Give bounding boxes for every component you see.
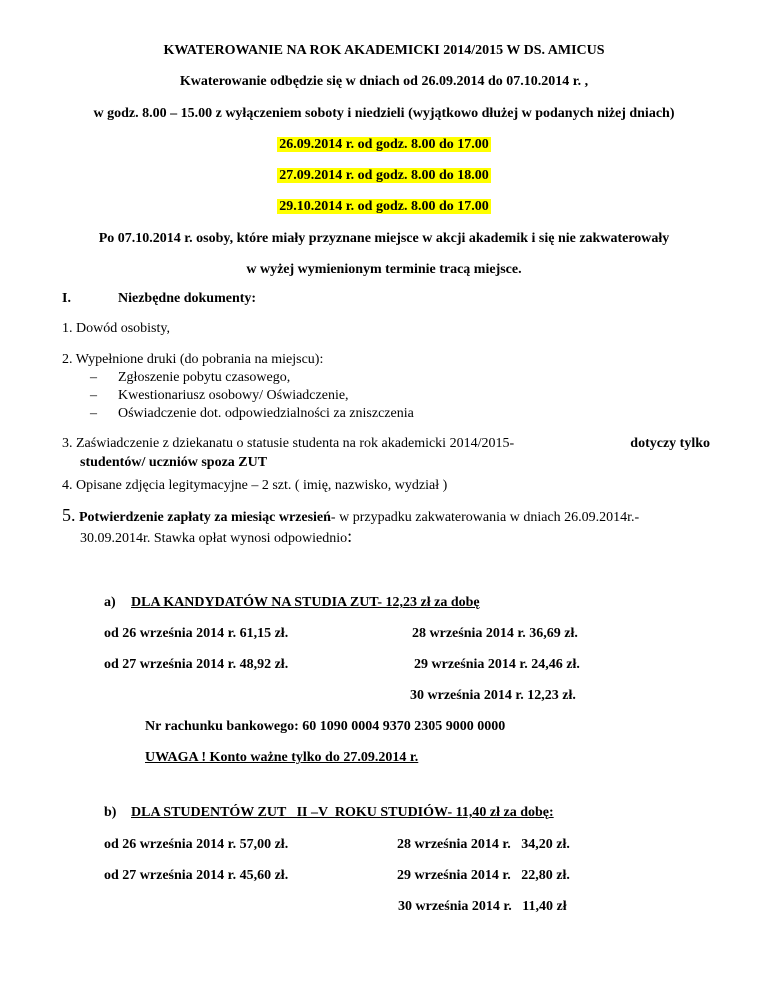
document-item-1: 1. Dowód osobisty, (62, 321, 170, 336)
document-item-3-line-2: studentów/ uczniów spoza ZUT (80, 455, 268, 470)
document-item-5-colon: : (347, 526, 353, 546)
section-b-label: b) (104, 805, 117, 820)
section-b-rate-left-2: od 27 września 2014 r. 45,60 zł. (104, 868, 289, 883)
account-warning: UWAGA ! Konto ważne tylko do 27.09.2014 r. (145, 750, 419, 765)
document-title: KWATEROWANIE NA ROK AKADEMICKI 2014/2015 W DS. AMICUS (163, 43, 605, 58)
highlighted-date-2 (0, 167, 768, 185)
document-item-5-emphasis: Potwierdzenie zapłaty za miesiąc wrzesień (79, 510, 331, 525)
highlighted-date-1 (0, 136, 768, 154)
section-heading: Niezbędne dokumenty: (118, 291, 257, 306)
list-item: – Kwestionariusz osobowy/ Oświadczenie, (90, 387, 414, 405)
notice-line-2: w wyżej wymienionym terminie tracą miejsce. (246, 262, 522, 277)
intro-line-2: w godz. 8.00 – 15.00 z wyłączeniem soboty i niedzieli (wyjątkowo dłużej w podanych niżej dniach) (93, 106, 675, 121)
highlighted-date-3 (0, 198, 768, 216)
document-item-3 (62, 434, 710, 472)
section-numeral: I. (62, 291, 71, 306)
section-a-rate-right-1: 28 września 2014 r. 36,69 zł. (412, 626, 578, 641)
document-item-5-text: - w przypadku zakwaterowania w dniach 26.09.2014r.- (330, 510, 640, 525)
section-b-rate-left-1: od 26 września 2014 r. 57,00 zł. (104, 837, 289, 852)
list-item: – Oświadczenie dot. odpowiedzialności za zniszczenia (90, 405, 414, 423)
section-b-heading: DLA STUDENTÓW ZUT II –V ROKU STUDIÓW- 11,40 zł za dobę: (131, 805, 554, 820)
document-item-5-line-2: 30.09.2014r. Stawka opłat wynosi odpowiednio (80, 531, 348, 546)
bank-account-number: Nr rachunku bankowego: 60 1090 0004 9370 2305 9000 0000 (145, 719, 506, 734)
section-a-rate-left-2: od 27 września 2014 r. 48,92 zł. (104, 657, 289, 672)
document-item-3-emphasis: dotyczy tylko (630, 436, 710, 451)
notice-line-1: Po 07.10.2014 r. osoby, które miały przyznane miejsce w akcji akademik i się nie zakwaterowały (98, 231, 670, 246)
section-a-rate-right-3: 30 września 2014 r. 12,23 zł. (410, 688, 576, 703)
highlight-text: 26.09.2014 r. od godz. 8.00 do 17.00 (279, 137, 489, 152)
document-item-4: 4. Opisane zdjęcia legitymacyjne – 2 szt. ( imię, nazwisko, wydział ) (62, 478, 448, 493)
section-a-label: a) (104, 595, 116, 610)
list-item: – Zgłoszenie pobytu czasowego, (90, 369, 414, 387)
highlight-text: 29.10.2014 r. od godz. 8.00 do 17.00 (279, 199, 489, 214)
document-item-2: 2. Wypełnione druki (do pobrania na miejscu): (62, 352, 324, 367)
section-a-rate-right-2: 29 września 2014 r. 24,46 zł. (414, 657, 580, 672)
section-b-rate-right-2: 29 września 2014 r. 22,80 zł. (397, 868, 570, 883)
section-a-rate-left-1: od 26 września 2014 r. 61,15 zł. (104, 626, 289, 641)
section-b-rate-right-1: 28 września 2014 r. 34,20 zł. (397, 837, 570, 852)
document-item-5 (62, 506, 722, 548)
highlight-text: 27.09.2014 r. od godz. 8.00 do 18.00 (279, 168, 489, 183)
section-a-heading: DLA KANDYDATÓW NA STUDIA ZUT- 12,23 zł za dobę (131, 595, 480, 610)
document-item-5-number: 5. (62, 505, 76, 525)
intro-line-1: Kwaterowanie odbędzie się w dniach od 26.09.2014 do 07.10.2014 r. , (179, 74, 589, 89)
section-b-rate-right-3: 30 września 2014 r. 11,40 zł (398, 899, 567, 914)
document-item-2-list (90, 369, 414, 423)
document-item-3-text: 3. Zaświadczenie z dziekanatu o statusie studenta na rok akademicki 2014/2015- (62, 436, 515, 451)
